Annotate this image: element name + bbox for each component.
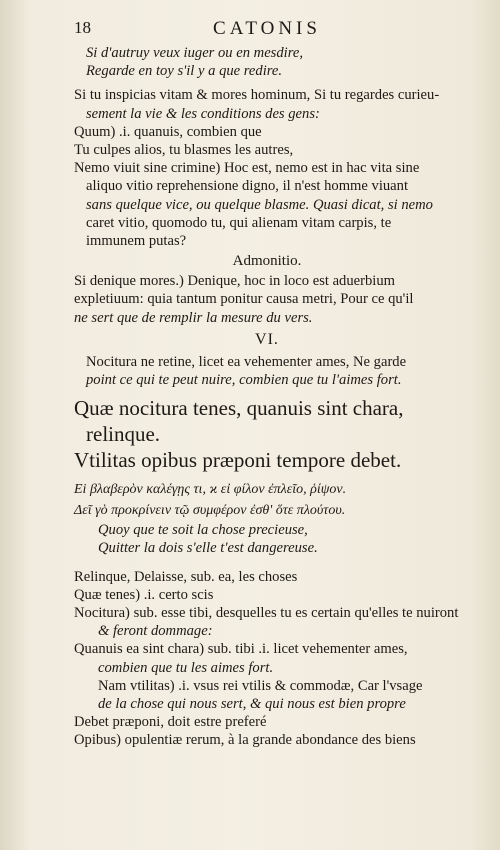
verse-line: Quæ nocitura tenes, quanuis sint chara, — [74, 396, 404, 421]
commentary-line: sement la vie & les conditions des gens: — [86, 105, 320, 122]
commentary-line: Debet præponi, doit estre preferé — [74, 714, 267, 731]
commentary-line: Opibus) opulentiæ rerum, à la grande abondance des biens — [74, 732, 416, 749]
section-number: VI. — [255, 330, 279, 348]
summary-line: point ce qui te peut nuire, combien que tu l'aimes fort. — [86, 372, 402, 389]
greek-verse-line: Δεῖ γὸ προκρίνειν τῷ συμφέρον ἐσθ' ὅτε πλούτου. — [74, 503, 346, 519]
summary-line: Nocitura ne retine, licet ea vehementer ames, Ne garde — [86, 353, 407, 370]
commentary-line: immunem putas? — [86, 233, 187, 250]
verse-line: relinque. — [86, 422, 161, 447]
french-couplet-line: Regarde en toy s'il y a que redire. — [86, 63, 283, 80]
commentary-line: sans quelque vice, ou quelque blasme. Quasi dicat, si nemo — [86, 196, 433, 213]
greek-verse-line: Ei βλαβερὸν καλέγῃς τι, ϰ εἰ φίλον ἐπλεῖο, ῥίψον. — [74, 482, 347, 498]
commentary-line: Quæ tenes) .i. certo scis — [74, 586, 214, 603]
commentary-line: Nocitura) sub. esse tibi, desquelles tu es certain qu'elles te nuiront — [74, 605, 459, 622]
commentary-line: Nam vtilitas) .i. vsus rei vtilis & commodæ, Car l'vsage — [98, 677, 423, 694]
admonitio-heading: Admonitio. — [232, 253, 302, 270]
page-header — [74, 18, 460, 44]
commentary-line: ne sert que de remplir la mesure du vers. — [74, 309, 313, 326]
french-couplet-line: Quitter la dois s'elle t'est dangereuse. — [98, 540, 318, 557]
commentary-line: Nemo viuit sine crimine) Hoc est, nemo est in hac vita sine — [74, 160, 420, 177]
commentary-line: caret vitio, quomodo tu, qui alienam vitam carpis, te — [86, 214, 392, 231]
commentary-line: Si tu inspicias vitam & mores hominum, Si tu regardes curieu- — [74, 87, 440, 104]
commentary-line: Quum) .i. quanuis, combien que — [74, 123, 262, 140]
running-head: CATONIS — [213, 18, 321, 39]
commentary-line: Relinque, Delaisse, sub. ea, les choses — [74, 568, 298, 585]
commentary-line: Tu culpes alios, tu blasmes les autres, — [74, 142, 294, 159]
commentary-line: Quanuis ea sint chara) sub. tibi .i. licet vehementer ames, — [74, 641, 408, 658]
verse-line: Vtilitas opibus præponi tempore debet. — [74, 448, 402, 473]
commentary-line: aliquo vitio reprehensione digno, il n'est homme viuant — [86, 178, 409, 195]
commentary-line: de la chose qui nous sert, & qui nous est bien propre — [98, 696, 406, 713]
page-number: 18 — [74, 18, 91, 37]
commentary-line: Si denique mores.) Denique, hoc in loco est aduerbium — [74, 273, 395, 290]
commentary-line: & feront dommage: — [98, 623, 213, 640]
french-couplet-line: Quoy que te soit la chose precieuse, — [98, 522, 308, 539]
french-couplet-line: Si d'autruy veux iuger ou en mesdire, — [86, 45, 303, 61]
commentary-line: combien que tu les aimes fort. — [98, 659, 274, 676]
commentary-line: expletiuum: quia tantum ponitur causa metri, Pour ce qu'il — [74, 291, 414, 308]
